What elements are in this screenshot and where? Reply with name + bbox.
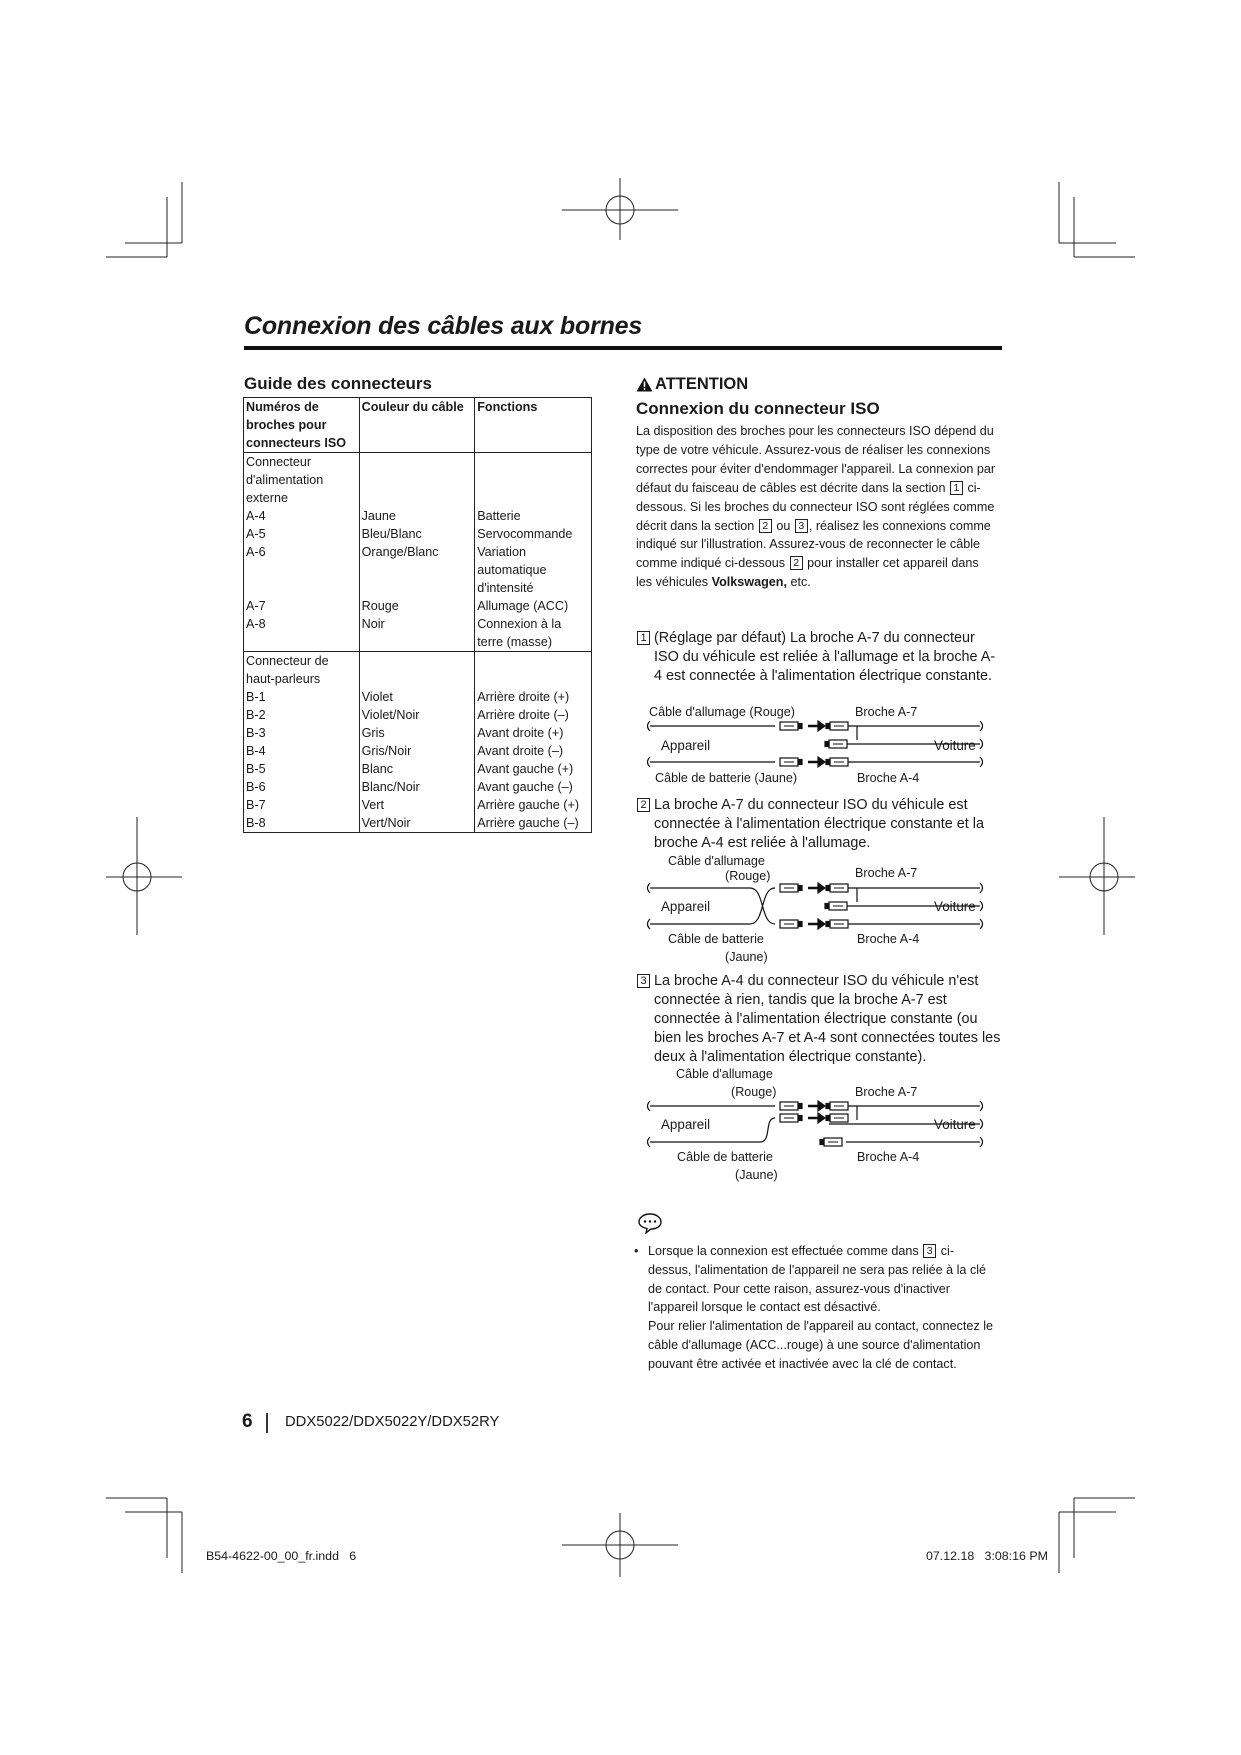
pin-cell: A-8	[246, 617, 266, 631]
step-3-text: 3 La broche A-4 du connecteur ISO du véhicule n'est connectée à rien, tandis que la broche A-7 est connectée à l'alimentation électrique constante (ou bien les broches A-7 et A-4 sont connectées toutes les deux à l'alimentation électrique constante).	[636, 972, 1002, 1067]
pin-cell: B-7	[246, 798, 266, 812]
function-cell: Connexion à la terre (masse)	[477, 617, 562, 649]
diagram-2-bat-color: (Jaune)	[725, 950, 768, 964]
slug-filename: B54-4622-00_00_fr.indd 6	[206, 1549, 357, 1563]
section-ref: 2	[759, 519, 772, 533]
function-cell: Variation automatique d'intensité	[477, 545, 547, 595]
color-cell: Rouge	[361, 599, 399, 613]
pin-cell: A-6	[246, 545, 266, 559]
color-cell: Vert/Noir	[361, 816, 411, 830]
iso-heading: Connexion du connecteur ISO	[636, 399, 880, 418]
function-cell: Avant gauche (–)	[477, 780, 573, 794]
color-cell: Gris	[361, 726, 385, 740]
diagram-1-bat-label: Câble de batterie (Jaune)	[655, 771, 798, 785]
diagram-3-ign-label: Câble d'allumage	[676, 1067, 773, 1081]
function-cell: Arrière gauche (+)	[477, 798, 580, 812]
note-text: • Lorsque la connexion est effectuée comme dans 3 ci-dessus, l'alimentation de l'appareil ne sera pas reliée à la clé de contact. Pour cette raison, assurez-vous d'inactiver l'appareil lorsque le contact est désactivé. Pour relier l'alimentation de l'appareil au contact, connectez le câble d'allumage (ACC...rouge) à une source d'alimentation pouvant être activée et inactivée avec la clé de contact.	[634, 1244, 994, 1371]
column-header: Fonctions	[475, 398, 592, 453]
step-1-text: 1 (Réglage par défaut) La broche A-7 du connecteur ISO du véhicule est reliée à l'allumage et la broche A-4 est connectée à l'alimentation électrique constante.	[636, 629, 1002, 686]
color-cell: Violet	[361, 690, 393, 704]
diagram-3-ign-color: (Rouge)	[731, 1085, 777, 1099]
color-cell: Noir	[361, 617, 385, 631]
diagram-3-unit-label: Appareil	[661, 1117, 711, 1132]
column-header: Couleur du câble	[359, 398, 475, 453]
pin-cell: B-3	[246, 726, 266, 740]
color-cell: Jaune	[361, 509, 396, 523]
step-2-text: 2 La broche A-7 du connecteur ISO du véhicule est connectée à l'alimentation électrique constante et la broche A-4 est reliée à l'allumage.	[636, 796, 1002, 853]
model-numbers: DDX5022/DDX5022Y/DDX52RY	[285, 1414, 500, 1430]
diagram-1-pin-a4-label: Broche A-4	[857, 771, 920, 785]
color-cell: Violet/Noir	[361, 708, 420, 722]
diagram-3	[648, 1101, 983, 1147]
diagram-3-pin-a4-label: Broche A-4	[857, 1150, 920, 1164]
diagram-2-pin-a7-label: Broche A-7	[855, 866, 918, 880]
color-cell: Vert	[361, 798, 384, 812]
color-cell: Bleu/Blanc	[361, 527, 422, 541]
attention-label: ATTENTION	[655, 375, 749, 393]
section-ref: 1	[950, 481, 963, 495]
pin-cell: B-1	[246, 690, 266, 704]
color-cell: Blanc	[361, 762, 394, 776]
brand-name: Volkswagen,	[711, 575, 787, 590]
diagram-2-bat-label: Câble de batterie	[668, 932, 764, 946]
diagram-3-pin-a7-label: Broche A-7	[855, 1085, 918, 1099]
section-label: Connecteur de haut-parleurs	[246, 654, 329, 686]
pin-cell: A-7	[246, 599, 266, 613]
diagram-2-unit-label: Appareil	[661, 899, 711, 914]
pin-cell: A-5	[246, 527, 266, 541]
note-icon	[637, 1212, 663, 1234]
function-cell: Arrière droite (+)	[477, 690, 570, 704]
slug-timestamp: 07.12.18 3:08:16 PM	[926, 1549, 1048, 1563]
diagram-1-unit-label: Appareil	[661, 738, 711, 753]
pin-cell: B-4	[246, 744, 266, 758]
section-ref: 2	[790, 556, 803, 570]
diagram-1-ign-label: Câble d'allumage (Rouge)	[649, 705, 795, 719]
bullet-icon: •	[634, 1244, 639, 1258]
diagram-2	[648, 883, 983, 929]
pin-cell: B-2	[246, 708, 266, 722]
section-label: Connecteur d'alimentation externe	[246, 455, 324, 505]
diagram-2-ign-color: (Rouge)	[725, 869, 771, 883]
column-header: Numéros de broches pour connecteurs ISO	[244, 398, 360, 453]
diagram-3-bat-color: (Jaune)	[735, 1168, 778, 1182]
diagram-1	[648, 721, 983, 767]
diagram-2-ign-label: Câble d'allumage	[668, 854, 765, 868]
color-cell: Gris/Noir	[361, 744, 412, 758]
color-cell: Blanc/Noir	[361, 780, 420, 794]
connector-guide-heading: Guide des connecteurs	[244, 374, 432, 393]
pin-cell: B-6	[246, 780, 266, 794]
pin-cell: A-4	[246, 509, 266, 523]
diagram-1-pin-a7-label: Broche A-7	[855, 705, 918, 719]
diagram-2-pin-a4-label: Broche A-4	[857, 932, 920, 946]
pin-cell: B-5	[246, 762, 266, 776]
function-cell: Avant gauche (+)	[477, 762, 574, 776]
page-number: 6	[242, 1411, 253, 1432]
intro-paragraph: La disposition des broches pour les connecteurs ISO dépend du type de votre véhicule. Assurez-vous de réaliser les connexions correctes pour éviter d'endommager l'appareil. La connexion par défaut du faisceau de câbles est décrite dans la section 1 ci-dessous. Si les broches du connecteur ISO sont réglées comme décrit dans la section 2 ou 3 , réalisez les connexions comme indiqué sur l'illustration. Assurez-vous de reconnecter le câble comme indiqué ci-dessous 2 pour installer cet appareil dans les véhicules Volkswagen, etc.	[636, 424, 996, 590]
diagram-2-car-label: Voiture	[934, 899, 976, 914]
section-ref: 3	[923, 1244, 936, 1258]
diagram-3-bat-label: Câble de batterie	[677, 1150, 773, 1164]
function-cell: Avant droite (+)	[477, 726, 564, 740]
page-title: Connexion des câbles aux bornes	[244, 312, 643, 340]
function-cell: Avant droite (–)	[477, 744, 564, 758]
pin-cell: B-8	[246, 816, 266, 830]
function-cell: Arrière gauche (–)	[477, 816, 579, 830]
color-cell: Orange/Blanc	[361, 545, 439, 559]
function-cell: Servocommande	[477, 527, 573, 541]
function-cell: Batterie	[477, 509, 521, 523]
diagram-1-car-label: Voiture	[934, 738, 976, 753]
footer-divider	[266, 1413, 268, 1433]
function-cell: Allumage (ACC)	[477, 599, 569, 613]
section-ref: 3	[795, 519, 808, 533]
diagram-3-car-label: Voiture	[934, 1117, 976, 1132]
function-cell: Arrière droite (–)	[477, 708, 569, 722]
